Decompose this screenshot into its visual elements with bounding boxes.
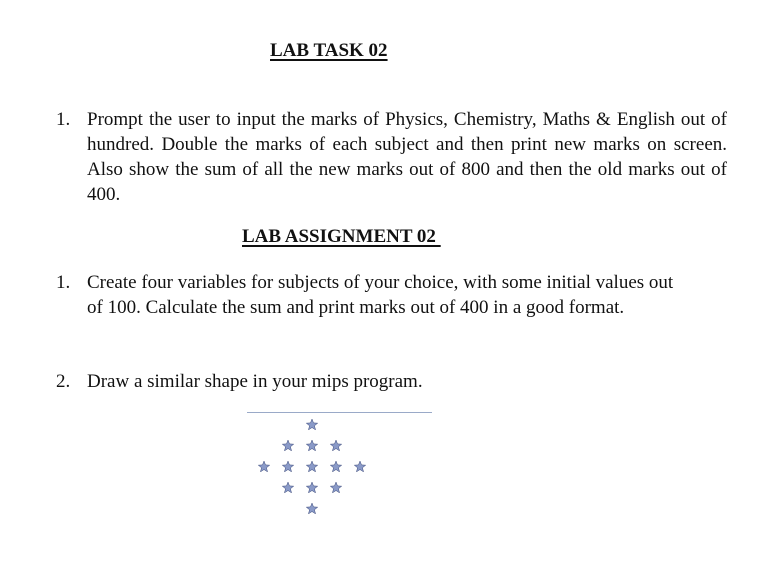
task-item-text: Prompt the user to input the marks of Physics, Chemistry, Maths & English out of hundred. Double the marks of each subject and then print new marks on screen. Also show the sum of all the new marks out of 800 and then the old marks out of 400. [87, 109, 727, 205]
figure-divider [247, 412, 432, 413]
star-icon [282, 440, 293, 451]
star-icon [306, 440, 317, 451]
star-icon [330, 461, 341, 472]
star-icon [306, 419, 317, 430]
star-icon [354, 461, 365, 472]
star-icon [306, 482, 317, 493]
list-number: 1. [56, 272, 71, 293]
assignment-item-text: Create four variables for subjects of your choice, with some initial values out of 100. Calculate the sum and print marks out of 400 in a good format. [87, 272, 674, 318]
list-number: 1. [56, 109, 71, 130]
star-icon [330, 482, 341, 493]
star-icon [330, 440, 341, 451]
star-icon [282, 461, 293, 472]
list-number: 2. [56, 371, 71, 392]
lab-assignment-heading: LAB ASSIGNMENT 02 [242, 226, 441, 247]
assignment-item-text: Draw a similar shape in your mips program. [87, 371, 423, 392]
star-icon [306, 503, 317, 514]
star-icon [258, 461, 269, 472]
star-icon [306, 461, 317, 472]
lab-task-heading: LAB TASK 02 [270, 40, 388, 61]
star-icon [282, 482, 293, 493]
